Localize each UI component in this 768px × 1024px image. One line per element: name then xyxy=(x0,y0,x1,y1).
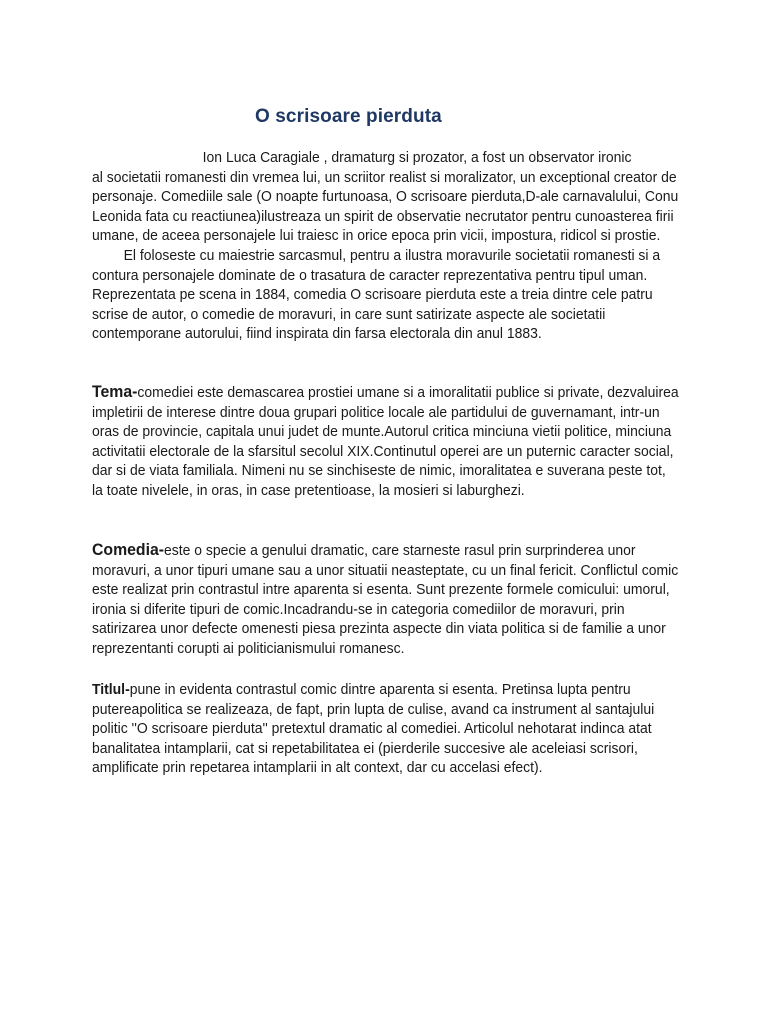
tema-heading: Tema- xyxy=(92,382,138,401)
comedia-paragraph xyxy=(92,540,680,659)
intro-paragraph xyxy=(92,148,680,246)
intro-section xyxy=(92,148,680,344)
intro-first-line: Ion Luca Caragiale , dramaturg si prozator, a fost un observator ironic xyxy=(202,149,632,166)
titlul-heading: Titlul- xyxy=(92,681,130,698)
tema-paragraph xyxy=(92,382,680,501)
titlul-text: pune in evidenta contrastul comic dintre aparenta si esenta. Pretinsa lupta pentru putereapolitica se realizeaza, de fapt, prin lupta de culise, avand ca instrument al santajului politic ''O scrisoare pierduta'' pretextul dramatic al comediei. Articolul nehotarat indinca atat banalitatea intamplarii, cat si repetabilitatea ei (pierderile succesive ale aceleiasi scrisori, amplificate prin repetarea intamplarii in alt context, dar cu accelasi efect). xyxy=(92,681,655,777)
document-title: O scrisoare pierduta xyxy=(255,106,442,127)
comedia-section xyxy=(92,540,680,659)
intro-paragraph-2 xyxy=(92,246,680,344)
titlul-paragraph xyxy=(92,680,680,778)
comedia-heading: Comedia- xyxy=(92,540,165,559)
tema-text: comediei este demascarea prostiei umane si a imoralitatii publice si private, dezvaluirea impletirii de interese dintre doua grupari politice locale ale partidului de guvernamant, intr-un oras de provincie, capitala unui judet de munte.Autorul critica minciuna vietii politice, minciuna activitatii electorale de la sfarsitul secolul XIX.Continutul operei are un puternic caracter social, dar si de viata familiala. Nimeni nu se sinchiseste de nimic, imoralitatea e suverana peste tot, la toate nivelele, in oras, in case pretentioase, la mosieri si laburghezi. xyxy=(92,384,679,499)
intro-second-paragraph: El foloseste cu maiestrie sarcasmul, pentru a ilustra moravurile societatii romanesti si a contura personajele dominate de o trasatura de caracter reprezentativa pentru tipul uman. Reprezentata pe scena in 1884, comedia O scrisoare pierduta este a treia dintre cele patru scrise de autor, o comedie de moravuri, in care sunt satirizate aspecte ale societatii contemporane autorului, fiind inspirata din farsa electorala din anul 1883. xyxy=(92,246,661,343)
tema-section xyxy=(92,382,680,501)
titlul-section xyxy=(92,680,680,778)
intro-text: al societatii romanesti din vremea lui, un scriitor realist si moralizator, un exceptional creator de personaje. Comediile sale (O noapte furtunoasa, O scrisoare pierduta,D-ale carnavalului, Conu Leonida fata cu reactiunea)ilustreaza un spirit de observatie necrutator pentru cunoasterea firii umane, de aceea personajele lui traiesc in orice epoca prin vicii, impostura, ridicol si prostie. xyxy=(92,168,679,245)
comedia-text: este o specie a genului dramatic, care starneste rasul prin surprinderea unor moravuri, a unor tipuri umane sau a unor situatii neasteptate, cu un final fericit. Conflictul comic este realizat prin contrastul intre aparenta si esenta. Sunt prezente formele comicului: umorul, ironia si diferite tipuri de comic.Incadrandu-se in categoria comediilor de moravuri, prin satirizarea unor defecte omenesti piesa prezinta aspecte din viata politica si de familie a unor reprezentanti corupti ai politicianismului romanesc. xyxy=(92,542,679,657)
